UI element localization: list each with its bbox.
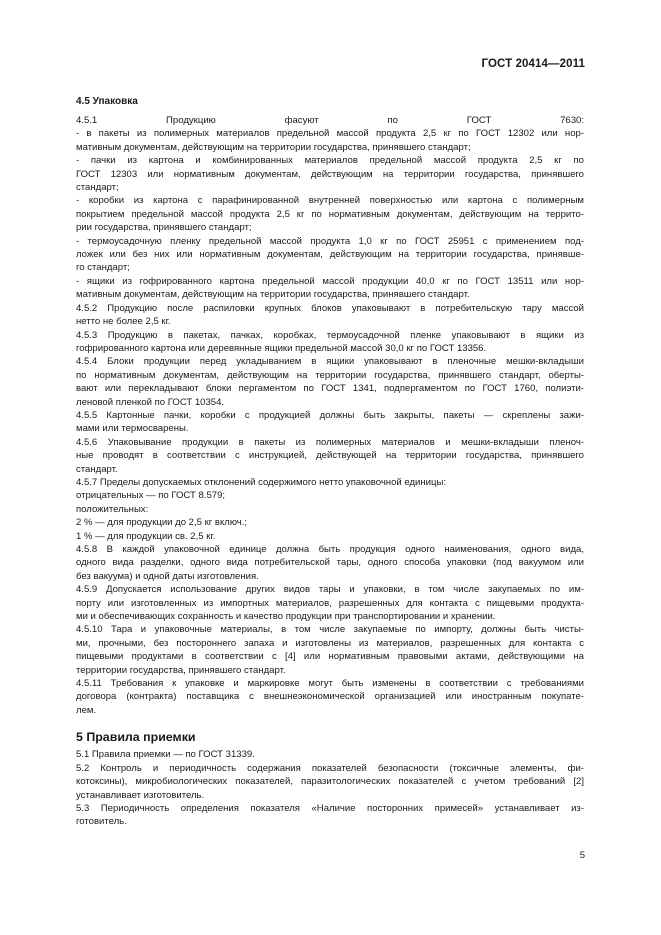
paragraph xyxy=(76,302,584,329)
section-4-5-heading: 4.5 Упаковка xyxy=(76,96,138,107)
paragraph xyxy=(76,583,584,623)
text-line: 2 % — для продукции до 2,5 кг включ.; xyxy=(76,517,248,529)
paragraph xyxy=(76,235,584,275)
text-line: стандарт; xyxy=(76,182,119,194)
paragraph xyxy=(76,623,584,677)
text-line: 4.5.7 Пределы допускаемых отклонений содержимого нетто упаковочной единицы: xyxy=(76,476,446,488)
paragraph xyxy=(76,409,584,436)
text-line: нетто не более 2,5 кг. xyxy=(76,316,171,328)
text-line: отрицательных — по ГОСТ 8.579; xyxy=(76,490,226,502)
text-line: - ящики из гофрированного картона предельной массой продукции 40,0 кг по ГОСТ 13511 или нор- xyxy=(76,275,584,287)
paragraph xyxy=(76,114,584,154)
text-line: - коробки из картона с парафинированной внутренней поверхностью или картона с полимерным xyxy=(76,195,584,207)
text-line: пищевыми продуктами в соответствии с [4] или нормативным правовыми актами, действующими на xyxy=(76,651,584,663)
paragraph xyxy=(76,275,584,302)
document-body xyxy=(76,95,584,829)
text-line: договора (контракта) поставщика с внешнеэкономической организацией или иностранным покупате- xyxy=(76,691,584,703)
text-line: порту или изготовленных из импортных материалов, разрешенных для контакта с пищевыми продукта- xyxy=(76,597,584,609)
text-line: ные проводят в соответствии с инструкцией, действующей на территории государства, принявшего xyxy=(76,450,584,462)
text-line: 4.5.2 Продукцию после распиловки крупных блоков упаковывают в потребительскую тару массой xyxy=(76,302,584,314)
text-line: - пачки из картона и комбинированных материалов предельной массой продукта 2,5 кг по xyxy=(76,155,584,167)
paragraph xyxy=(76,436,584,476)
paragraph xyxy=(76,748,584,761)
text-line: 5.2 Контроль и периодичность содержания показателей безопасности (токсичные элементы, фи- xyxy=(76,762,584,774)
text-line: одного вида разделки, одного вида потребительской тары, одного способа упаковки (под вакуумом или xyxy=(76,557,584,569)
text-line: вают или перекладывают блоки пергаментом по ГОСТ 1341, подпергаментом по ГОСТ 1760, полиэти- xyxy=(76,383,584,395)
text-line: устанавливает изготовитель. xyxy=(76,789,205,801)
text-line: положительных: xyxy=(76,503,149,515)
section-5-heading: 5 Правила приемки xyxy=(76,730,196,745)
page-number: 5 xyxy=(579,850,585,861)
text-line: ми и обеспечивающих сохранность и качество продукции при транспортировании и хранении. xyxy=(76,611,496,623)
text-line: 4.5.1 Продукцию фасуют по ГОСТ 7630: xyxy=(76,115,584,126)
text-line: по нормативным документам, действующим на территории государства, принявшего стандарт, оберты- xyxy=(76,369,584,381)
text-line: мами или термосварены. xyxy=(76,423,189,435)
paragraph xyxy=(76,543,584,583)
paragraph xyxy=(76,154,584,194)
text-line: котоксины), микробиологических показателей, паразитологических показателей с учетом требований [2] xyxy=(76,776,584,788)
standard-number: ГОСТ 20414—2011 xyxy=(481,58,585,70)
paragraph xyxy=(76,194,584,234)
text-line: 1 % — для продукции св. 2,5 кг. xyxy=(76,530,216,542)
text-line: стандарт. xyxy=(76,463,118,475)
text-line: 4.5.3 Продукцию в пакетах, пачках, коробках, термоусадочной пленке упаковывают в ящики из xyxy=(76,329,584,341)
text-line: 4.5.10 Тара и упаковочные материалы, в том числе закупаемые по импорту, должны быть чисты- xyxy=(76,624,584,636)
paragraph xyxy=(76,355,584,409)
text-line: 4.5.4 Блоки продукции перед укладыванием в ящики упаковывают в пленочные мешки-вкладыши xyxy=(76,356,584,368)
paragraph xyxy=(76,677,584,717)
text-line: 5.3 Периодичность определения показателя «Наличие посторонних примесей» устанавливает из- xyxy=(76,802,584,814)
paragraph xyxy=(76,802,584,829)
text-line: готовитель. xyxy=(76,816,127,828)
text-line: леновой пленкой по ГОСТ 10354. xyxy=(76,396,225,408)
text-line: го стандарт; xyxy=(76,262,130,274)
text-line: ГОСТ 12303 или нормативным документам, действующим на территории государства, принявшего xyxy=(76,168,584,180)
text-line: 4.5.8 В каждой упаковочной единице должна быть продукция одного наименования, одного вида, xyxy=(76,544,584,555)
text-line: - термоусадочную пленку предельной массой продукта 1,0 кг по ГОСТ 25951 с применением под- xyxy=(76,235,584,247)
text-line: ми, прочными, без постороннего запаха и изготовлены из материалов, разрешенных для контакта с xyxy=(76,637,584,649)
text-line: гофрированного картона или деревянные ящики предельной массой 30,0 кг по ГОСТ 13356. xyxy=(76,342,487,354)
text-line: 4.5.11 Требования к упаковке и маркировке могут быть изменены в соответствии с требованиями xyxy=(76,678,584,690)
text-line: мативным документам, действующим на территории государства, принявшего стандарт. xyxy=(76,289,470,301)
text-line: без вакуума) и одной даты изготовления. xyxy=(76,570,259,582)
text-line: лем. xyxy=(76,704,97,716)
text-line: мативным документам, действующим на территории государства, принявшего стандарт; xyxy=(76,141,471,153)
text-line: рии государства, принявшего стандарт; xyxy=(76,222,252,234)
paragraph xyxy=(76,762,584,802)
paragraph xyxy=(76,476,584,543)
paragraph xyxy=(76,329,584,356)
text-line: покрытием предельной массой продукта 2,5 кг по нормативным документам, действующим на террито- xyxy=(76,208,584,220)
text-line: ложек или без них или нормативным документам, действующим на территории государства, принявше- xyxy=(76,249,584,261)
text-line: 4.5.9 Допускается использование других видов тары и упаковки, в том числе закупаемых по им- xyxy=(76,584,584,596)
text-line: 4.5.5 Картонные пачки, коробки с продукцией должны быть закрыты, пакеты — скреплены зажи- xyxy=(76,409,584,421)
text-line: 5.1 Правила приемки — по ГОСТ 31339. xyxy=(76,749,255,761)
text-line: территории государства, принявшего стандарт. xyxy=(76,664,286,676)
text-line: 4.5.6 Упаковывание продукции в пакеты из полимерных материалов и мешки-вкладыши пленоч- xyxy=(76,436,584,448)
text-line: - в пакеты из полимерных материалов предельной массой продукта 2,5 кг по ГОСТ 12302 или нор- xyxy=(76,128,584,140)
